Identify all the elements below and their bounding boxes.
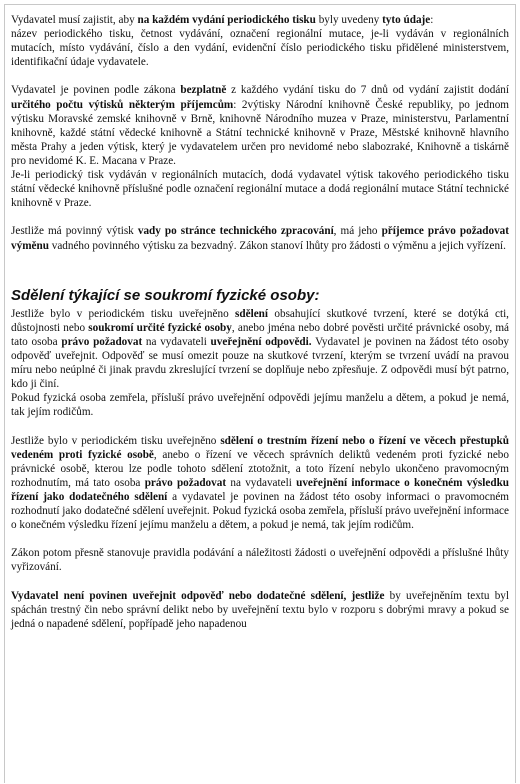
spacer [11, 69, 509, 83]
bold-text-run: právo požadovat [61, 335, 143, 348]
text-run: na vydavateli [226, 476, 297, 489]
spacer [11, 532, 509, 546]
text-run: z každého vydání tisku do 7 dnů od vydání zajistit dodání [226, 84, 509, 97]
bold-text-run: sdělení o trestním řízení nebo o řízení ve věcech přestupků vedeném proti fyzické osobě [11, 434, 509, 461]
paragraph-regional-mutations [11, 168, 509, 210]
text-run: Vydavatel je povinen na žádost této osoby odpověď uveřejnit. Odpověď se musí omezit pouze na skutkové tvrzení, kterým se tvrzení uvádí na pravou míru nebo neúplné či jinak pravdu zkreslující tvrzení se doplňuje nebo zpřesňuje. Z odpovědi musí být patrno, kdo ji činí. [11, 335, 510, 391]
text-run: Zákon potom přesně stanovuje pravidla podávání a náležitosti žádosti o uveřejnění odpovědi a příslušné lhůty vyřizování. [11, 547, 509, 574]
spacer [11, 419, 509, 433]
document-page [4, 4, 516, 783]
text-run: Jestliže bylo v periodickém tisku uveřejněno [11, 307, 236, 320]
text-run: název periodického tisku, četnost vydávání, označení regionální mutace, je-li vydáván v regionálních mutacích, místo vydávání, číslo a den vydání, evidenční číslo periodického tisku přidělené ministerstvem, identifikační údaje vydavatele. [11, 28, 509, 69]
bold-text-run: uveřejnění informace o konečném výsledku řízení jako dodatečného sdělení [11, 476, 510, 503]
text-run: vadného povinného výtisku za bezvadný. Zákon stanoví lhůty pro žádosti o výměnu a jejich vyřízení. [48, 239, 506, 252]
bold-text-run: příjemce právo požadovat výměnu [11, 225, 509, 252]
text-run: : 2výtisky Národní knihovně České republiky, po jednom výtisku Moravské zemské knihovně v Brně, knihovně Národního muzea v Praze, ministerstvu, Parlamentní knihovně, každé státní vědecké knihovně a Státní technické knihovně v Praze, Městské knihovně hlavního města Prahy a jeden výtisk, který je vydavatelem určen pro nevidomé nebo slabozraké, Knihovně a tiskárně pro nevidomé K. E. Macana v Praze. [11, 98, 509, 167]
text-run: , anebo o řízení ve věcech správních deliktů vedeném proti fyzické nebo právnické osobě, kterou lze podle tohoto sdělení ztotožnit, a toto řízení nebylo ukončeno pravomocným rozhodnutím, má tato osoba [11, 448, 509, 489]
text-run: , má jeho [333, 225, 382, 238]
paragraph-exceptions [11, 589, 509, 631]
bold-text-run: uveřejnění odpovědi. [210, 335, 312, 348]
text-run: , anebo jména nebo dobré pověsti určité právnické osoby, má tato osoba [11, 321, 509, 348]
paragraph-deceased-person [11, 391, 509, 419]
bold-text-run: na každém vydání periodického tisku [137, 14, 316, 26]
bold-text-run: Vydavatel není povinen uveřejnit odpověď nebo dodatečné sdělení, jestliže [11, 589, 385, 602]
spacer [11, 210, 509, 224]
text-run: Je-li periodický tisk vydáván v regionálních mutacích, dodá vydavatel výtisk takového periodického tisku státní vědecké knihovně příslušné podle označení regionální mutace a dodá regionální mutace Státní technické knihovně v Praze. [11, 169, 509, 210]
bold-text-run: soukromí určité fyzické osoby [88, 321, 232, 334]
text-run: Jestliže bylo v periodickém tisku uveřejněno [11, 434, 221, 447]
paragraph-publisher-obligations [11, 13, 509, 27]
paragraph-defective-copy [11, 224, 509, 252]
text-run: obsahující skutkové tvrzení, které se dotýká cti, důstojnosti nebo [11, 307, 509, 334]
text-run: : [430, 14, 434, 26]
bold-text-run: určitého počtu výtisků některým příjemcům [11, 98, 234, 111]
text-run: byly uvedeny [315, 14, 383, 26]
text-run: a vydavatel je povinen na žádost této osoby informaci o pravomocném rozhodnutí jako dodatečné sdělení uveřejnit. Pokud fyzická osoba zemřela, přísluší právo uveřejnění informace o konečném výsledku řízení jejímu manželu a dětem, a pokud je nemá, tak jejím rodičům. [11, 490, 509, 532]
paragraph-rules [11, 546, 509, 574]
text-run: Vydavatel je povinen podle zákona [11, 84, 181, 97]
text-run: by uveřejněním textu byl spáchán trestný čin nebo správní delikt nebo by uveřejnění textu bylo v rozporu s dobrými mravy a pokud se jedná o napadené sdělení, popřípadě jeho napadenou [11, 589, 509, 630]
document-body [11, 13, 509, 631]
bold-text-run: tyto údaje [382, 14, 431, 26]
paragraph-free-copies [11, 83, 509, 168]
spacer [11, 574, 509, 588]
paragraph-required-data [11, 27, 509, 69]
paragraph-criminal-proceedings [11, 434, 509, 533]
bold-text-run: sdělení [235, 307, 268, 320]
bold-text-run: vady po stránce technického zpracování [137, 225, 334, 238]
section-heading-privacy: Sdělení týkající se soukromí fyzické osoby: [11, 286, 320, 304]
spacer [11, 253, 509, 271]
text-run: Jestliže má povinný výtisk [11, 225, 138, 238]
bold-text-run: právo požadovat [144, 476, 227, 489]
text-run: Pokud fyzická osoba zemřela, přísluší právo uveřejnění odpovědi jejímu manželu a dětem, a pokud je nemá, tak jejím rodičům. [11, 392, 509, 419]
spacer [11, 271, 509, 285]
text-run: Vydavatel musí zajistit, aby [11, 14, 138, 26]
paragraph-right-of-reply [11, 307, 509, 392]
text-run: na vydavateli [142, 335, 211, 348]
bold-text-run: bezplatně [180, 84, 227, 97]
